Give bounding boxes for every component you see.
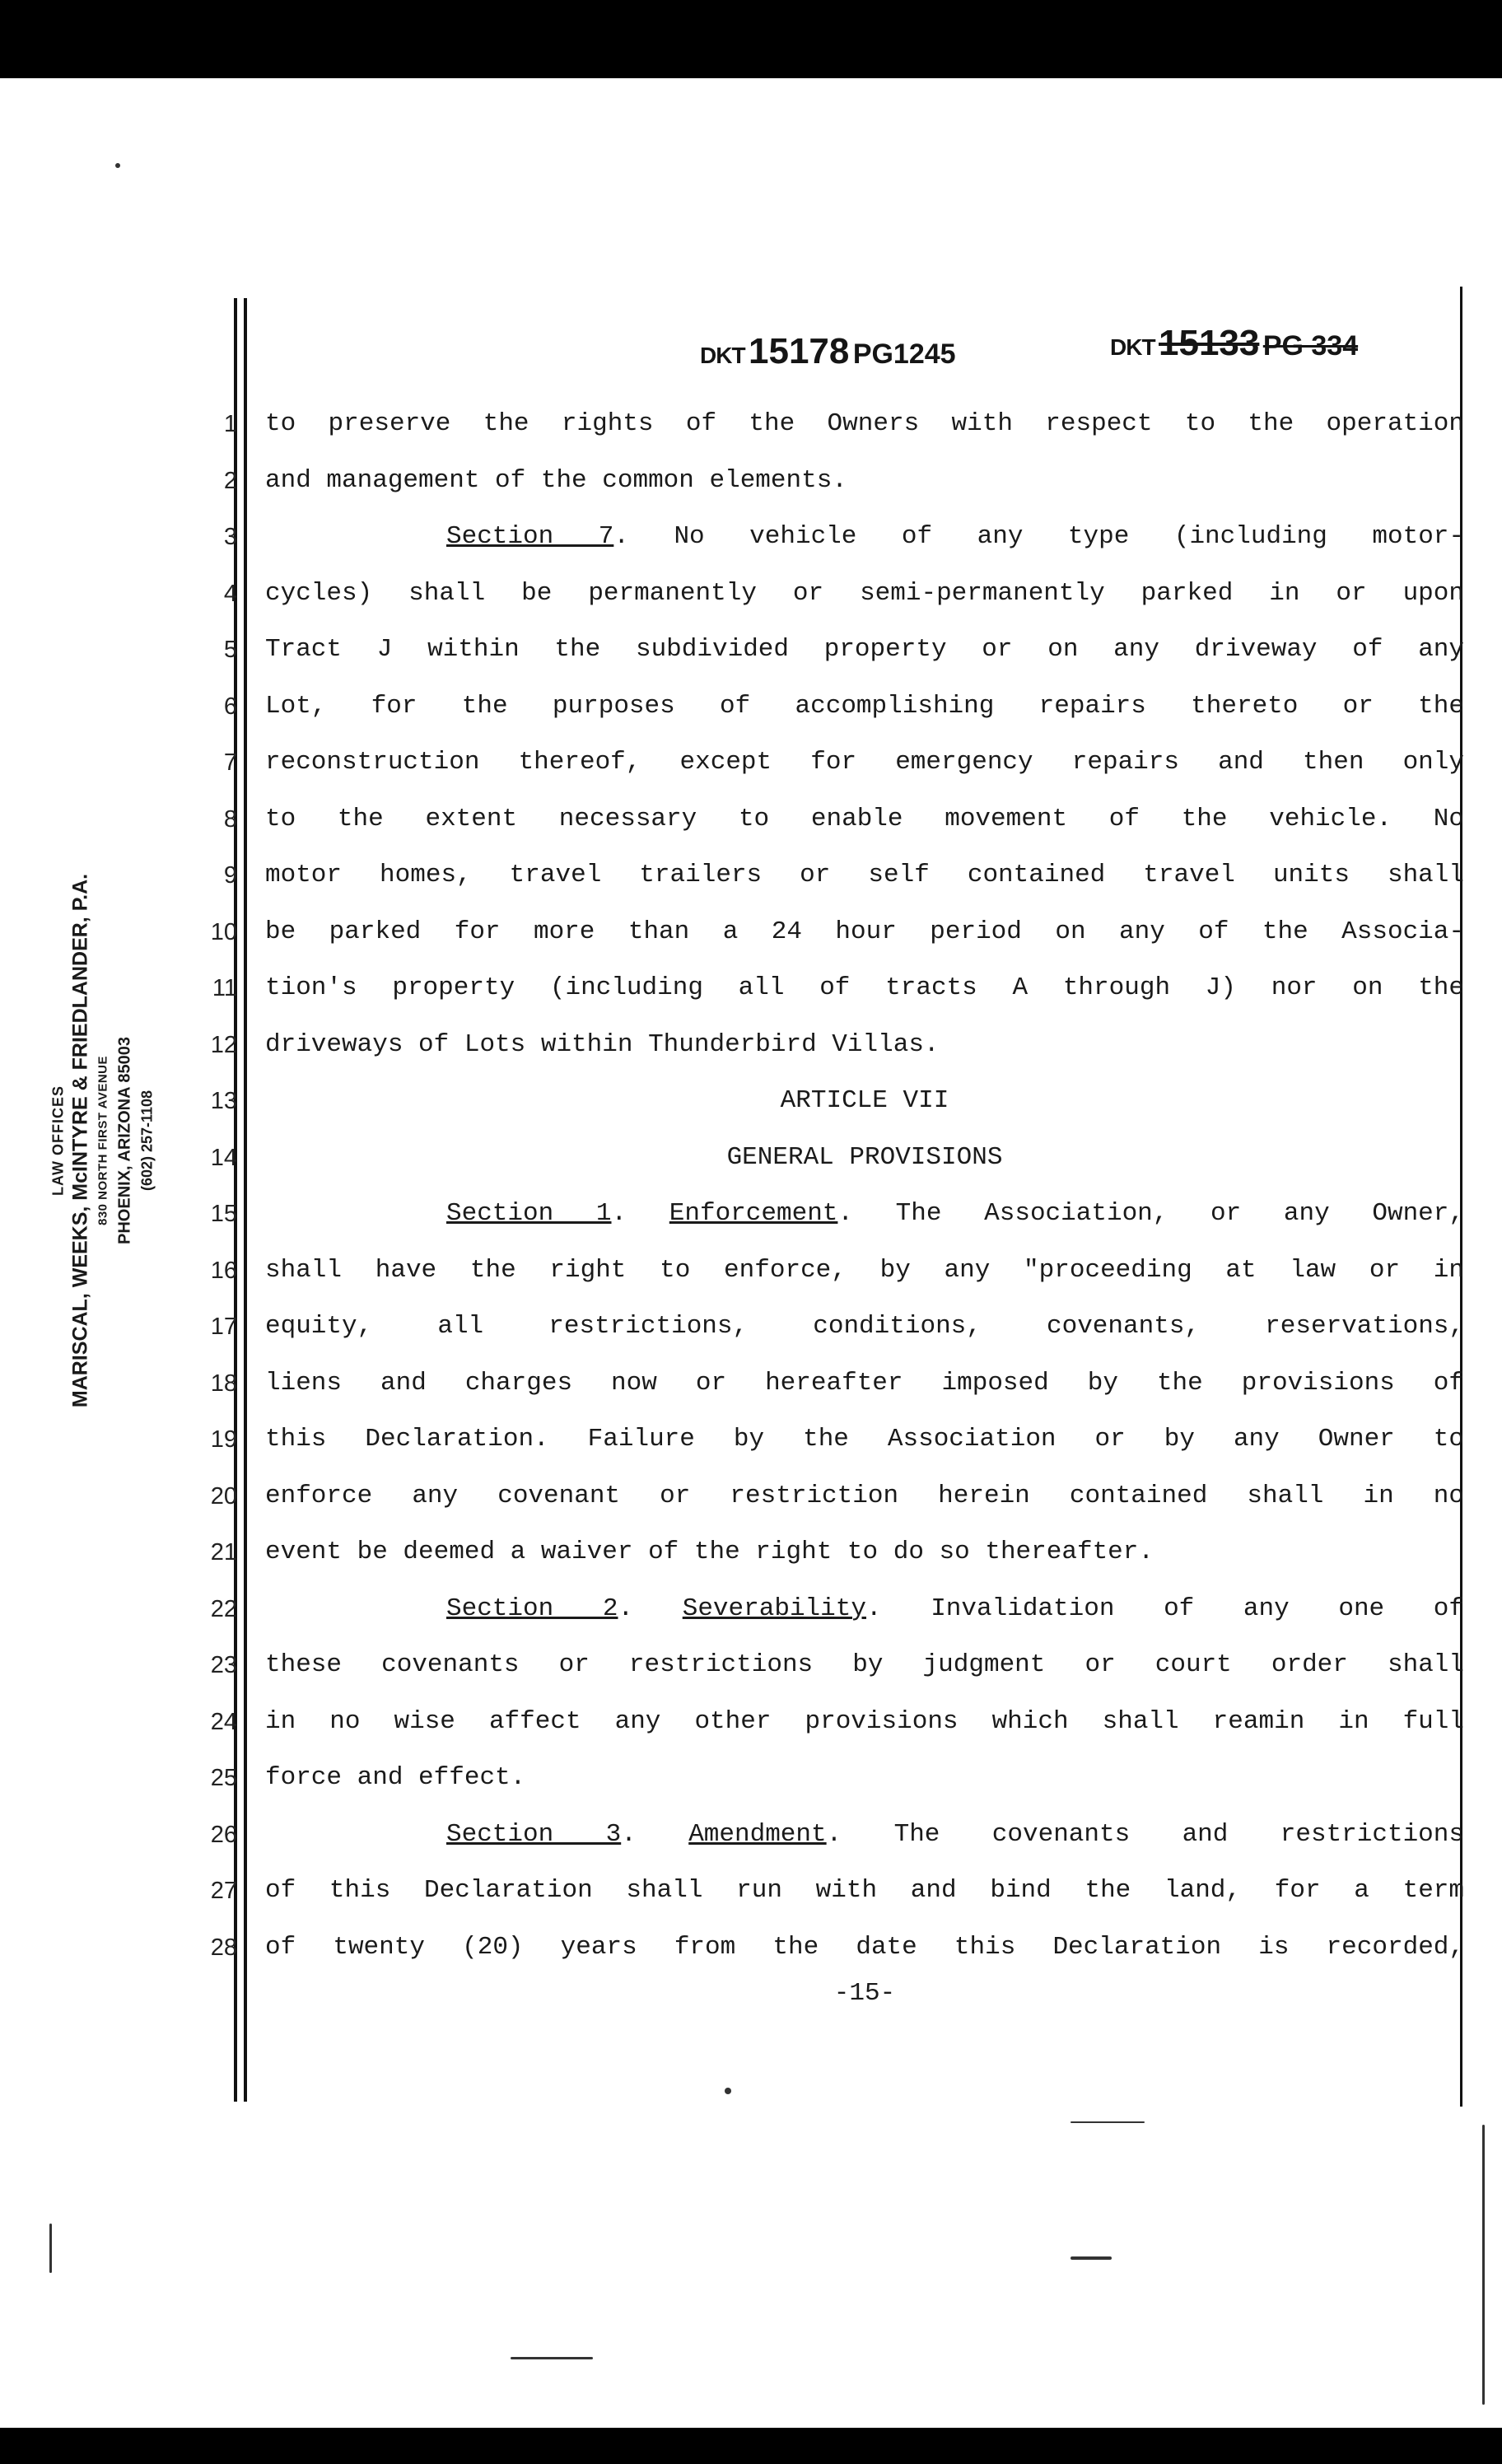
line-number: 21 [210,1539,237,1566]
scan-speck [115,163,120,168]
text-line: Tract J within the subdivided property or on any driveway of any [265,635,1464,664]
line-number: 23 [210,1652,237,1678]
line-number: 22 [210,1595,237,1622]
text-line: driveways of Lots within Thunderbird Villas. [265,1029,940,1059]
section-heading: Section 3 [446,1819,622,1849]
text-line: of twenty (20) years from the date this Declaration is recorded, [265,1932,1464,1962]
text-line: event be deemed a waiver of the right to do so thereafter. [265,1538,1154,1566]
line-number: 4 [223,580,237,607]
line-number: 15 [210,1201,237,1227]
text-line: Section 1. Enforcement. The Association, or any Owner, [446,1199,1464,1228]
docket-stamp-prior: DKT 15133 PG 334 [1110,323,1359,363]
text-line: Section 2. Severability. Invalidation of any one of [446,1594,1464,1623]
line-number: 14 [210,1144,237,1171]
line-number: 19 [210,1426,237,1453]
section-heading: Section 7 [446,522,614,551]
section-title: Severability [682,1594,866,1623]
text-line: and management of the common elements. [265,465,847,495]
line-number: 16 [210,1257,237,1284]
text-line: cycles) shall be permanently or semi-permanently parked in or upon [265,578,1464,608]
line-number: 7 [223,749,237,776]
line-number: 11 [212,975,237,1001]
scan-speck [511,2357,593,2359]
text-line: of this Declaration shall run with and bind the land, for a term [265,1876,1464,1905]
text-line: reconstruction thereof, except for emergency repairs and then only [265,748,1464,777]
line-number: 20 [210,1482,237,1510]
line-number: 9 [223,862,237,889]
scan-speck [1482,2125,1485,2405]
line-number: 2 [223,467,237,494]
text-line: in no wise affect any other provisions which shall reamin in full [265,1706,1464,1736]
line-number: 10 [210,918,237,945]
section-heading: Section 1 [446,1199,612,1228]
line-number: 27 [210,1878,237,1904]
page-number: -15- [833,1979,896,2008]
text-line: motor homes, travel trailers or self contained travel units shall [265,861,1464,889]
article-title: GENERAL PROVISIONS [726,1142,1003,1172]
text-line: force and effect. [265,1763,526,1792]
text-line: be parked for more than a 24 hour period on any of the Associa- [265,917,1464,946]
line-number: 13 [210,1088,237,1114]
scan-speck [1071,2256,1112,2260]
line-number: 8 [223,805,237,833]
firm-city-state: PHOENIX, ARIZONA 85003 [115,1037,134,1244]
line-number: 6 [223,693,237,720]
line-number: 18 [210,1370,237,1397]
firm-street-address: 830 NORTH FIRST AVENUE [96,1055,110,1226]
text-line: liens and charges now or hereafter imposed by the provisions of [265,1368,1464,1398]
text-line: to preserve the rights of the Owners with respect to the operation [265,409,1464,438]
scan-speck [1071,2121,1145,2123]
line-number: 26 [210,1821,237,1848]
line-number-column [188,404,237,1983]
scan-border-bottom [0,2428,1502,2464]
line-number: 28 [210,1934,237,1961]
text-line: Section 7. No vehicle of any type (including motor- [446,522,1465,551]
text-line: tion's property (including all of tracts A through J) nor on the [265,973,1464,1002]
line-number: 25 [210,1765,237,1791]
scan-border-top [0,0,1502,78]
left-margin-rule-inner [244,298,247,2102]
text-line: shall have the right to enforce, by any "proceeding at law or in [265,1255,1464,1285]
text-line: these covenants or restrictions by judgment or court order shall [265,1650,1464,1679]
line-number: 24 [210,1708,237,1735]
firm-name: MARISCAL, WEEKS, McINTYRE & FRIEDLANDER, P.A. [68,873,92,1408]
text-line: to the extent necessary to enable movement of the vehicle. No [265,804,1464,833]
article-heading: ARTICLE VII [780,1086,949,1115]
law-offices-label: LAW OFFICES [49,1085,67,1197]
text-line: Section 3. Amendment. The covenants and restrictions [446,1819,1464,1849]
line-number: 5 [223,637,237,663]
line-number: 1 [223,411,237,437]
firm-phone: (602) 257-1108 [138,1090,156,1192]
line-number: 17 [210,1314,237,1340]
section-title: Amendment [688,1819,827,1849]
text-line: Lot, for the purposes of accomplishing repairs thereto or the [265,691,1464,721]
docket-stamp-current: DKT 15178 PG1245 [700,331,956,371]
section-title: Enforcement [669,1199,838,1228]
scan-speck [49,2224,52,2273]
declaration-body-text [265,404,1464,1983]
text-line: this Declaration. Failure by the Association or by any Owner to [265,1425,1464,1454]
section-heading: Section 2 [446,1594,618,1623]
line-number: 3 [223,524,237,550]
scan-speck [725,2088,731,2094]
line-number: 12 [210,1031,237,1058]
text-line: equity, all restrictions, conditions, covenants, reservations, [265,1312,1464,1341]
text-line: enforce any covenant or restriction herein contained shall in no [265,1481,1464,1510]
